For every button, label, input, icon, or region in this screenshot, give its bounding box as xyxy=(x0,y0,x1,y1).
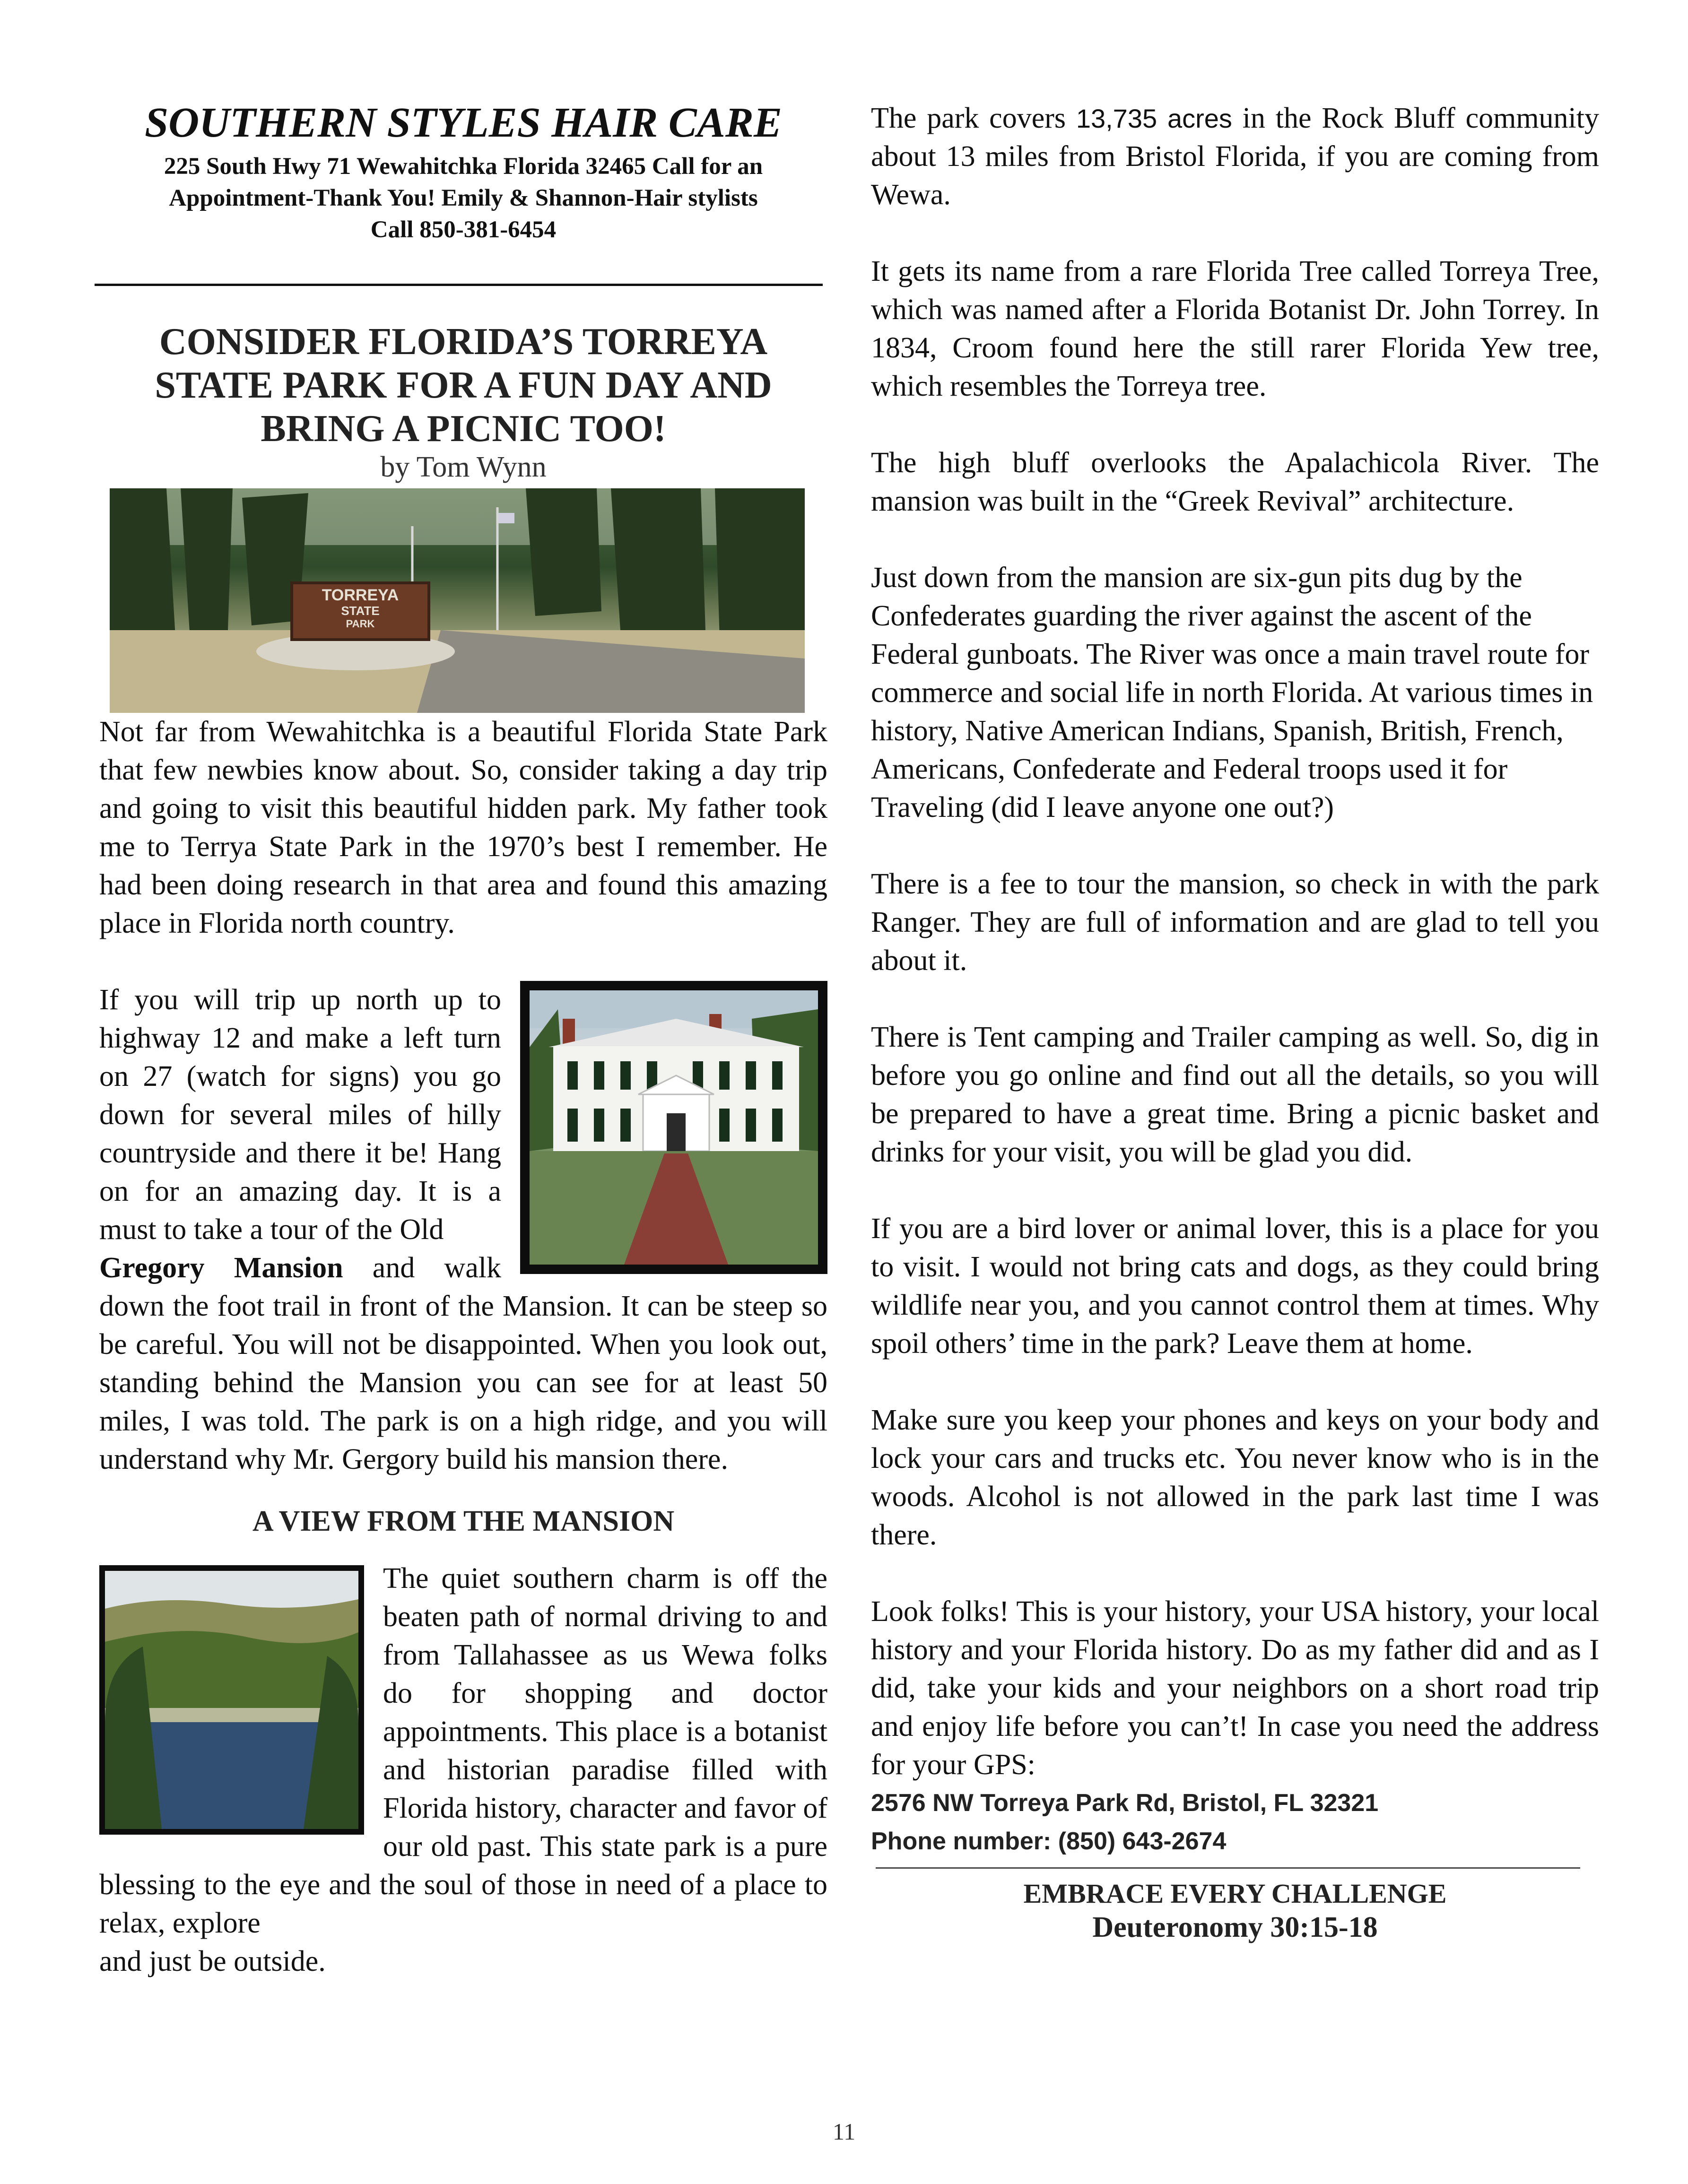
ad-phone-line: Call 850-381-6454 xyxy=(370,217,557,243)
closing-paragraph: Look folks! This is your history, your USA history, your local history and your Florida history. Do as my father did and as I did, take your kids and your neighbors on a short road trip and enjoy life before you can’t! In case you need the address for your GPS: xyxy=(871,1595,1599,1781)
byline: by Tom Wynn xyxy=(380,451,547,483)
pets-paragraph: If you are a bird lover or animal lover, this is a place for you to visit. I would not bring cats and dogs, as they could bring wildlife near you, and you cannot control them at times. Why spoil others’ time in the park? Leave them at home. xyxy=(871,1213,1599,1360)
gun-pits-paragraph: Just down from the mansion are six-gun pits dug by the Confederates guarding the river against the ascent of the Federal gunboats. The River was once a main travel route for commerce and social life in north Florida. At various times in history, Native American Indians, Spanish, British, French, Americans, Confederate and Federal troops used it for Traveling (did I leave anyone one out?) xyxy=(871,562,1593,823)
view-subheading: A VIEW FROM THE MANSION xyxy=(252,1505,675,1537)
ad-title: SOUTHERN STYLES HAIR CARE xyxy=(145,99,782,146)
article-paragraph-3: The quiet southern charm is off the beaten path of normal driving to and from Tallahassee as us Wewa folks do for shopping and doctor appointments. This place is a botanist and historian paradise filled with Florida history, character and favor of our old past. This state park is a pure blessing to the eye and the soul of those in need of a place to relax, explore xyxy=(99,1562,827,1939)
closing-verse: Deuteronomy 30:15-18 xyxy=(1092,1911,1378,1943)
left-column xyxy=(99,99,827,1981)
article-title-line-1: CONSIDER FLORIDA’S TORREYA xyxy=(159,321,768,363)
bluff-paragraph: The high bluff overlooks the Apalachicola River. The mansion was built in the “Greek Revival” architecture. xyxy=(871,447,1599,517)
gregory-mansion-photo xyxy=(520,981,827,1274)
hair-care-ad xyxy=(99,99,827,246)
river-view-photo xyxy=(99,1565,364,1835)
park-sign-text: TORREYA STATE PARK xyxy=(322,586,399,630)
park-address: 2576 NW Torreya Park Rd, Bristol, FL 32321 xyxy=(871,1789,1379,1817)
ad-stylists-line: Appointment-Thank You! Emily & Shannon-Hair stylists xyxy=(169,185,758,211)
fee-paragraph: There is a fee to tour the mansion, so check in with the park Ranger. They are full of information and are glad to tell you about it. xyxy=(871,868,1599,977)
camping-paragraph: There is Tent camping and Trailer camping as well. So, dig in before you go online and find out all the details, so you will be prepared to have a great time. Bring a picnic basket and drinks for your visit, you will be glad you did. xyxy=(871,1021,1599,1168)
article-paragraph-3-end: and just be outside. xyxy=(99,1945,326,1977)
ad-divider xyxy=(95,284,823,286)
article-title-line-2: STATE PARK FOR A FUN DAY AND xyxy=(155,364,772,406)
park-acreage: 13,735 acres xyxy=(1076,104,1232,133)
park-size-paragraph: The park covers 13,735 acres in the Rock Bluff community about 13 miles from Bristol Florida, if you are coming from Wewa. xyxy=(871,102,1600,211)
park-entrance-photo xyxy=(110,488,805,713)
park-phone: Phone number: (850) 643-2674 xyxy=(871,1828,1227,1855)
gregory-mansion-name: Gregory Mansion xyxy=(99,1252,343,1284)
right-column xyxy=(871,99,1599,1944)
article-paragraph-1: Not far from Wewahitchka is a beautiful Florida State Park that few newbies know about. So, consider taking a day trip and going to visit this beautiful hidden park. My father took me to Terrya State Park in the 1970’s best I remember. He had been doing research in that area and found this amazing place in Florida north country. xyxy=(99,716,827,939)
closing-divider xyxy=(876,1867,1580,1869)
closing-motto: EMBRACE EVERY CHALLENGE xyxy=(1023,1878,1447,1909)
article-paragraph-2: If you will trip up north up to highway 12 and make a left turn on 27 (watch for signs) you go down for several miles of hilly countryside and there it be! Hang on for an amazing day. It is a must to take a tour of the Old Gregory Mansion and walk down the foot trail in front of the Mansion. It can be steep so be careful. You will not be disappointed. When you look out, standing behind the Mansion you can see for at least 50 miles, I was told. The park is on a high ridge, and you will understand why Mr. Gergory build his mansion there. xyxy=(99,984,827,1475)
article-title xyxy=(99,320,827,451)
torreya-name-paragraph: It gets its name from a rare Florida Tree called Torreya Tree, which was named after a Florida Botanist Dr. John Torrey. In 1834, Croom found here the still rarer Florida Yew tree, which resembles the Torreya tree. xyxy=(871,255,1599,402)
article-title-line-3: BRING A PICNIC TOO! xyxy=(261,408,666,450)
ad-address-line: 225 South Hwy 71 Wewahitchka Florida 32465 Call for an xyxy=(164,153,763,180)
page-number: 11 xyxy=(832,2118,856,2145)
safety-paragraph: Make sure you keep your phones and keys on your body and lock your cars and trucks etc. You never know who is in the woods. Alcohol is not allowed in the park last time I was there. xyxy=(871,1404,1599,1551)
